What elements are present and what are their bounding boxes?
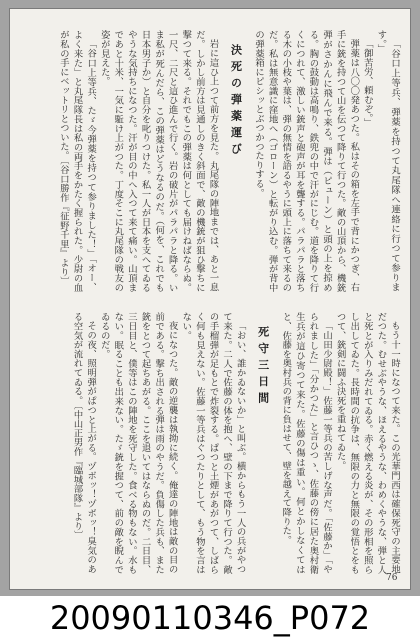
paragraph: 「おい、誰かゐないか」と叫ぶ。横からもう一人の兵がやつて来た。二人で佐藤の体を抱へ、壁の下まで降りて行つた。敵の手榴弾が足もとで炸裂する。ぱつと土煙があがつて、しばらく何も見えない。佐藤一等兵はぐつたりとして、もう物を言はない。: [180, 312, 246, 574]
lower-paragraphs-after: [70, 312, 247, 574]
section-heading-three-days: 死守三日間: [256, 326, 270, 409]
upper-paragraphs-before: [251, 30, 401, 292]
paragraph: 「山田少尉殿！」佐藤一等兵の苦しげな声だ。「佐藤か」「やられました」「分かつた」と言ひつゝ、佐藤の傍に居た奥村衛生兵が這ひ寄つて来た。佐藤の傷は重い。何とかしなくてはと、佐藤を奥村兵の背に負はせて、壁を越えて降りた。: [280, 312, 333, 574]
section-heading-ammo-run: 決死の弾薬運び: [229, 44, 243, 160]
lower-paragraphs-before: [279, 312, 401, 574]
paragraph: 夜になつた。敵の逆襲は執拗に続く。俺達の陣地は敵の目の前である。撃ち出される弾は雨のやうだ。負傷した兵も、また銃をとつて起ちあがる。ここを退いてはならぬのだ。二日目、三日目と、僕等はこの陣地を死守した。食べる物もない。水もない。眠ることも出来ない。たゞ銃を握つて、前の敵を睨んでゐるのだ。: [98, 312, 178, 574]
paragraph: 「谷口上等兵、たゞ今弾薬を持つて参りました！」「オー、よく来た」と丸尾隊長は私の両手をかたく握られた。少尉の血が私の手にベットリとついた。〔谷口勝作『征野千里』より〕: [57, 30, 97, 292]
paragraph: もう十一時になつて来た。この光華門西は確保死守の主要地だつた。むせぶやうな、ほえるやうな、わめくやうな、弾と人と死とが入りみだれてゐる。赤く燃える炎が、その形相を照らし出してゐた。長時間の抗争は、無限の力と無限の覚悟とをもつて、銃剣に闘ふ決死を重ねてゐた。: [334, 312, 400, 574]
upper-paragraphs-after: [56, 30, 219, 292]
page-number: 76: [386, 573, 398, 583]
paragraph: 岩に這ひ上つて前方を見た。丸尾隊の陣地までは、あと一息だ。しかし前方は見通しのきく斜面で、敵の機銃が狙ひ撃ちに撃つて来る。それでもこの弾薬は何としても届けねばならぬ。一尺、二尺と這ひ進んで行く。岩の破片がパラパラと降る。いま私が死んだら、この弾薬はどうなるのだ。（何を、これでも日本男子か）と自分を叱りつけた。私一人が日本を支へてゐるやうな気持ちになつた。汗が目の中へ入つて来て痛い。山頂まであと十米、一気に駈け上がつた。丁度そこに丸尾隊の戦友の姿が見えた。: [98, 30, 219, 292]
paragraph: その夜、照明弾がぱつと上がる。ヅボッ！ヅボッ！臭気のある空気が流れてゐる。〔中山正男作『臨城部隊』より〕: [71, 312, 97, 574]
lower-text-tier: [21, 312, 401, 574]
paragraph: 弾薬は八〇〇発あつた。私はその箱を左手で背にかつぎ、右手に銃を持つて山を伝つて降りて行つた。敵の山頂から、機銃弾がさかんに飛んで来る。弾は（ピューン）と頭の上を掠める。胸の鼓動は高鳴り、鉄兜の中で汗がにじむ。道を降りて行くにつれて、激しい銃声と砲声が耳を聾する。パラパラと落ちる木の小枝や葉は、弾の無情を語るやうに頭上に落ちて来るのだ。私は無意識に窪地へ（ゴローン）と転がり込む。弾が背中の弾薬箱にピシッとぶつかつたりする。: [253, 30, 360, 292]
image-caption: 20090110346_P072: [49, 599, 371, 637]
paragraph: 「御苦労、頼むぞ。」: [361, 39, 373, 128]
paragraph: 「谷口上等兵、弾薬を持つて丸尾隊へ連絡に行つて参ります。」: [375, 30, 400, 292]
upper-text-tier: [21, 30, 401, 292]
